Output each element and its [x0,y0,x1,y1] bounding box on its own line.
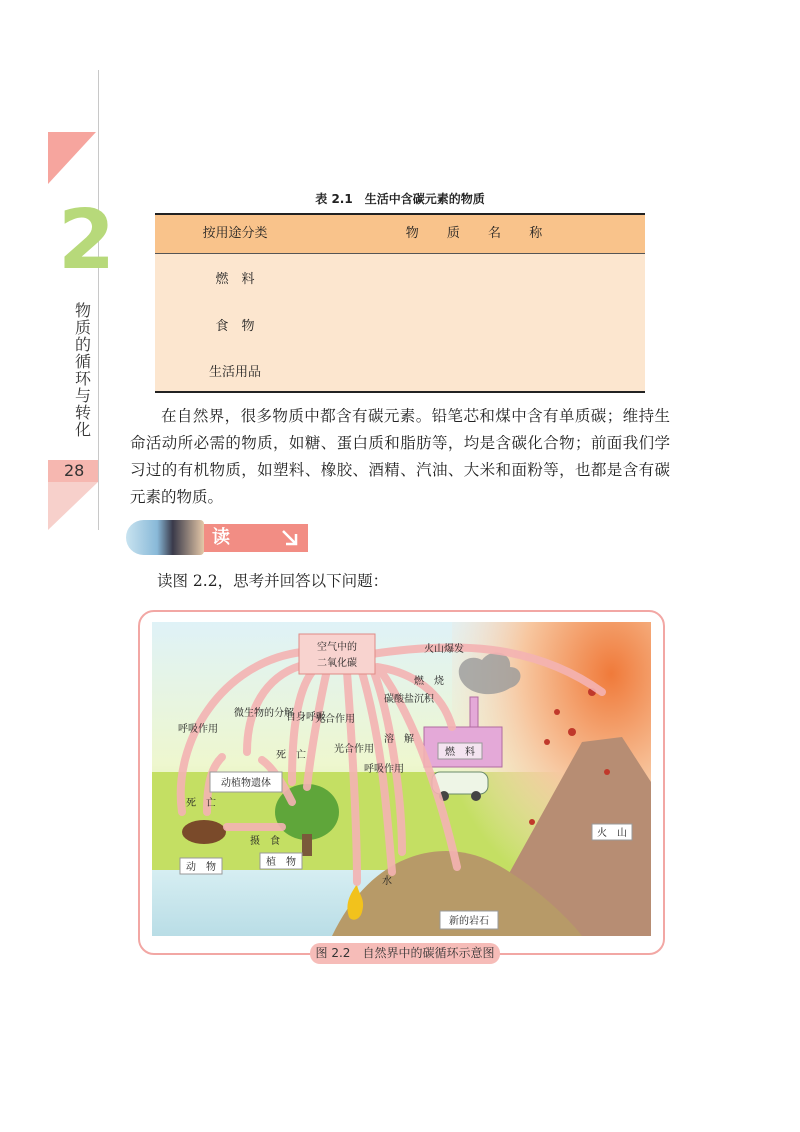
chapter-title: 物质的循环与转化 [74,301,91,439]
label-eruption: 火山爆发 [424,644,464,655]
label-photosynthesis2: 光合作用 [334,744,374,755]
car-wheel [471,791,481,801]
chapter-margin [0,0,116,1132]
table-caption: 表 2.1 生活中含碳元素的物质 [315,192,485,206]
label-animal-death: 死 亡 [186,798,216,809]
label-rock: 新的岩石 [449,916,489,927]
lava-rock [568,728,576,736]
tree-trunk [302,834,312,856]
students-photo [126,520,204,555]
label-fuel: 燃 料 [445,747,475,758]
lava-rock [604,769,610,775]
label-water: 水 [382,876,392,887]
label-plant-death: 死 亡 [276,750,306,761]
label-self-respiration: 自身呼吸 [286,712,326,723]
instruction-text: 读图 2.2，思考并回答以下问题： [157,572,389,590]
margin-triangle-bottom [48,482,98,530]
carbon-cycle-diagram [152,622,651,936]
lava-rock [544,739,550,745]
co2-label-line1: 空气中的 [317,642,357,653]
label-respiration1: 呼吸作用 [178,724,218,735]
body-paragraph: 在自然界，很多物质中都含有碳元素。铅笔芯和煤中含有单质碳；维持生命活动所必需的物质，如糖、蛋白质和脂肪等，均是含碳化合物；前面我们学习过的有机物质，如塑料、橡胶、酒精、汽油、大米和面粉等，也都是含有碳元素的物质。 [130,407,670,506]
figure-caption: 图 2.2 自然界中的碳循环示意图 [310,943,500,964]
label-ingest: 摄 食 [250,836,280,847]
table-row-fuel: 燃 料 [215,272,255,287]
page-number: 28 [64,461,85,480]
label-respiration2: 呼吸作用 [364,764,404,775]
label-dissolve: 溶 解 [384,734,414,745]
label-microbe: 微生物的分解 [234,708,294,719]
ox [182,820,226,844]
lava-rock [529,819,535,825]
table-header-names: 物 质 名 称 [405,226,555,241]
factory-chimney [470,697,478,727]
table-row-daily-goods: 生活用品 [208,365,261,380]
carbon-substances-table [155,213,645,393]
table-header [155,215,645,254]
co2-label-line2: 二氧化碳 [317,658,357,669]
table-row-food: 食 物 [215,319,255,334]
label-remains: 动植物遗体 [221,778,271,789]
margin-triangle-top [48,132,96,184]
label-photosynthesis1: 光合作用 [315,714,355,725]
chapter-number: 2 [58,193,116,288]
banner-title: 读 图 [212,527,248,576]
read-figure-banner [126,520,308,576]
table-header-category: 按用途分类 [202,226,268,241]
label-burning: 燃 烧 [414,676,444,687]
label-carbonate: 碳酸盐沉积 [384,694,434,705]
margin-divider [98,70,99,530]
carbon-cycle-figure [138,610,665,955]
label-animal: 动 物 [186,862,216,873]
arrow-down-right-icon [280,528,300,548]
lava-rock [554,709,560,715]
label-plant: 植 物 [266,857,296,868]
label-volcano: 火 山 [597,828,627,839]
